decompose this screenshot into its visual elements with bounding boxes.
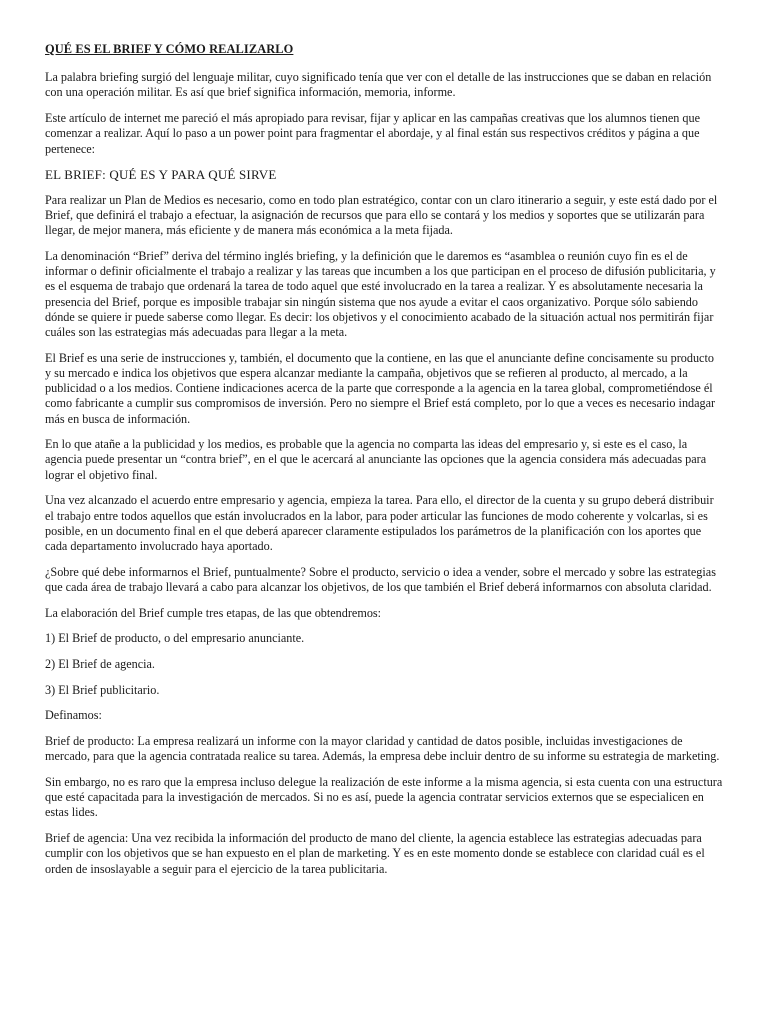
body-paragraph: En lo que atañe a la publicidad y los medios, es probable que la agencia no comparta las ideas del empresario y, si este es el caso, la agencia puede presentar un “contra brief”, en el que le acercará al anunciante las opciones que la agencia considera más adecuadas para lograr el objetivo final. (45, 437, 707, 482)
body-paragraph: Para realizar un Plan de Medios es necesario, como en todo plan estratégico, contar con un claro itinerario a seguir, y este está dado por el Brief, que definirá el trabajo a efectuar, la asignación de recursos que para ello se contará y los medios y soportes que se utilizarán para llegar, de mejor manera, más eficiente y de manera más económica a la meta fijada. (45, 192, 718, 238)
document-title: QUÉ ES EL BRIEF Y CÓMO REALIZARLO (45, 42, 294, 56)
body-paragraph: Definamos: (45, 708, 102, 723)
body-paragraph: La denominación “Brief” deriva del término inglés briefing, y la definición que le daremos es “asamblea o reunión cuyo fin es el de informar o definir oficialmente el trabajo a realizar y las tareas que incumben a los que participan en el proceso de difusión publicitaria, y es el esquema de trabajo que ordenará la tarea de todo aquel que esté involucrado en la tarea a realizar. Y es absolutamente necesaria la presencia del Brief, porque es imposible trabajar sin ningún sistema que nos ayude a evitar el caos organizativo. Porque sólo sabiendo dónde se quiere ir puede saberse como llegar. Es decir: los objetivos y el conocimiento acabado de la situación actual nos permitirán fijar cuáles son las estrategias más adecuadas para llegar a la meta. (45, 249, 716, 340)
intro-paragraph: La palabra briefing surgió del lenguaje militar, cuyo significado tenía que ver con el detalle de las instrucciones que se daban en relación con una operación militar. Es así que brief significa información, memoria, informe. (45, 70, 712, 100)
body-paragraph: Brief de agencia: Una vez recibida la información del producto de mano del cliente, la agencia establece las estrategias adecuadas para cumplir con los objetivos que se han expuesto en el plan de marketing. Y es en este momento donde se establece con claridad cuál es el orden de insoslayable a seguir para el ejercicio de la tarea publicitaria. (45, 831, 705, 876)
body-paragraph: Una vez alcanzado el acuerdo entre empresario y agencia, empieza la tarea. Para ello, el director de la cuenta y su grupo deberá distribuir el trabajo entre todos aquellos que están involucrados en la labor, para poder articular las funciones de modo coherente y volcarlas, si es posible, en un documento final en el que deberá aparecer claramente estipulados los parámetros de la planificación con los aportes que cada departamento involucrado haya aportado. (45, 493, 714, 553)
section-heading: EL BRIEF: QUÉ ES Y PARA QUÉ SIRVE (45, 167, 277, 183)
body-paragraph: La elaboración del Brief cumple tres etapas, de las que obtendremos: (45, 605, 382, 620)
body-paragraph: Sin embargo, no es raro que la empresa incluso delegue la realización de este informe a la misma agencia, si esta cuenta con una estructura que esté capacitada para la investigación de mercados. Si no es así, puede la agencia contratar servicios externos que se especialicen en estas lides. (45, 775, 723, 820)
list-item: 1) El Brief de producto, o del empresario anunciante. (45, 631, 305, 646)
intro-paragraph: Este artículo de internet me pareció el más apropiado para revisar, fijar y aplicar en las campañas creativas que los alumnos tienen que comenzar a realizar. Aquí lo paso a un power point para fragmentar el abordaje, y al final están sus respectivos créditos y página a que pertenece: (45, 111, 700, 156)
body-paragraph: ¿Sobre qué debe informarnos el Brief, puntualmente? Sobre el producto, servicio o idea a vender, sobre el mercado y sobre las estrategias que cada área de trabajo llevará a cabo para alcanzar los objetivos, de los que también el Brief deberá informarnos con absoluta claridad. (45, 564, 716, 594)
body-paragraph: Brief de producto: La empresa realizará un informe con la mayor claridad y cantidad de datos posible, incluidas investigaciones de mercado, para que la agencia contratada realice su tarea. Además, la empresa debe incluir dentro de su informe su estrategia de marketing. (45, 734, 720, 764)
body-paragraph: El Brief es una serie de instrucciones y, también, el documento que la contiene, en las que el anunciante define concisamente su producto y su mercado e indica los objetivos que espera alcanzar mediante la campaña, objetivos que se refieren al producto, al mercado, a la publicidad o a los medios. Contiene indicaciones acerca de la parte que corresponde a la agencia en la tarea global, comprometiéndose él como fabricante a cumplir sus compromisos de inversión. Pero no siempre el Brief está completo, por lo que a veces es necesario indagar más en busca de información. (45, 350, 716, 426)
list-item: 2) El Brief de agencia. (45, 657, 155, 671)
list-item: 3) El Brief publicitario. (45, 682, 160, 697)
document-page (45, 42, 723, 887)
